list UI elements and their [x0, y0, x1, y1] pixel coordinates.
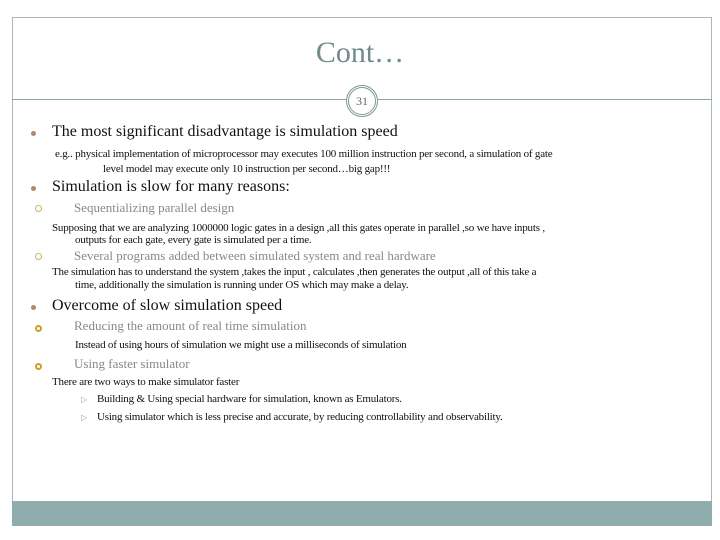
slide-number: 31	[346, 85, 378, 117]
bullet-2-sub-1-note-cont: outputs for each gate, every gate is simulated per a time.	[75, 234, 312, 246]
slide-title: Cont…	[315, 36, 405, 69]
bullet-3-sub-2: Using faster simulator	[74, 356, 190, 371]
bullet-3-sub-1-note: Instead of using hours of simulation we might use a milliseconds of simulation	[75, 339, 407, 351]
sub-bullet-circle-icon	[35, 253, 42, 260]
bullet-1-note: e.g.. physical implementation of microprocessor may executes 100 million instruction per second, a simulation of gate	[55, 148, 553, 160]
bullet-3-sub-2-note: There are two ways to make simulator faster	[52, 376, 240, 388]
bullet-2-sub-1-note: Supposing that we are analyzing 1000000 logic gates in a design ,all this gates operate in parallel ,so we have inputs ,	[52, 222, 545, 234]
bullet-2: Simulation is slow for many reasons:	[52, 178, 290, 195]
bullet-2-sub-2: Several programs added between simulated system and real hardware	[74, 248, 436, 263]
bullet-dot-icon	[31, 305, 36, 310]
bullet-dot-icon	[31, 131, 36, 136]
sub-bullet-circle-icon	[35, 325, 42, 332]
sub-bullet-circle-icon	[35, 363, 42, 370]
bullet-2-sub-2-note-cont: time, additionally the simulation is running under OS which may make a delay.	[75, 279, 409, 291]
arrow-bullet-icon: ▷	[81, 413, 88, 422]
footer-bar	[12, 501, 712, 526]
bullet-1-note-cont: level model may execute only 10 instruction per second…big gap!!!	[103, 163, 391, 175]
arrow-bullet-icon: ▷	[81, 395, 88, 404]
bullet-2-sub-2-note: The simulation has to understand the system ,takes the input , calculates ,then generates the output ,all of this take a	[52, 266, 537, 278]
list-item: Using simulator which is less precise and accurate, by reducing controllability and observability.	[97, 411, 503, 423]
bullet-2-sub-1: Sequentializing parallel design	[74, 200, 235, 215]
bullet-dot-icon	[31, 186, 36, 191]
bullet-3-sub-1: Reducing the amount of real time simulation	[74, 318, 307, 333]
list-item: Building & Using special hardware for simulation, known as Emulators.	[97, 393, 402, 405]
sub-bullet-circle-icon	[35, 205, 42, 212]
bullet-1: The most significant disadvantage is simulation speed	[52, 123, 398, 140]
bullet-3: Overcome of slow simulation speed	[52, 297, 283, 314]
